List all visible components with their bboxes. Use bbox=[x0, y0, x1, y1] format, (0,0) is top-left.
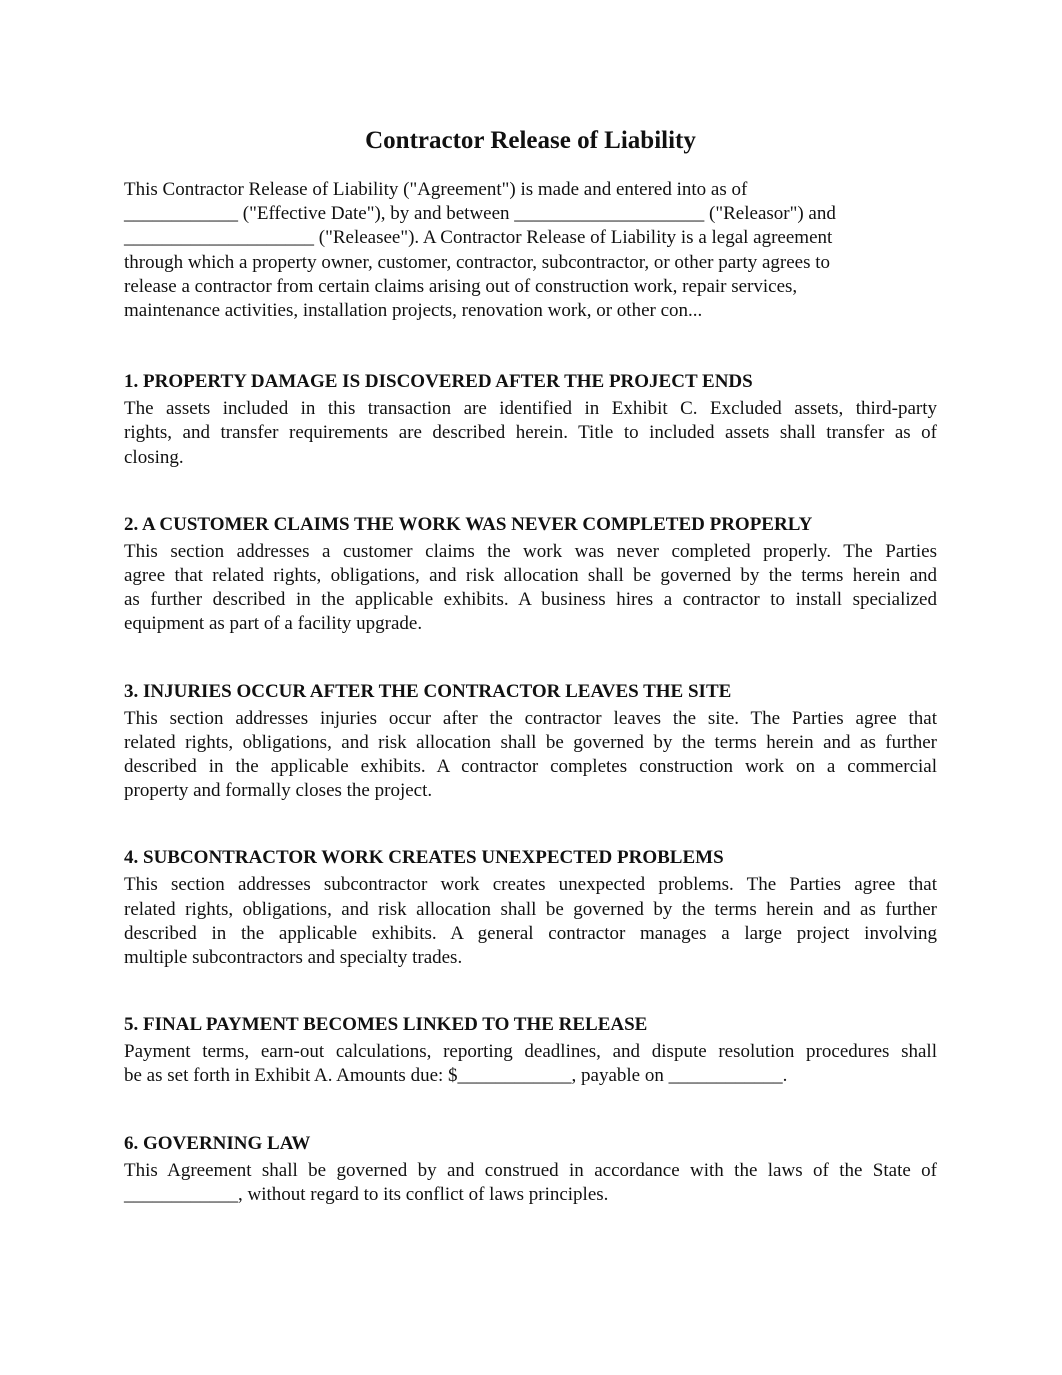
section-subcontractor-work bbox=[124, 846, 937, 970]
section-line: described in the applicable exhibits. A contractor completes construction work on a commercial bbox=[124, 756, 937, 778]
intro-paragraph bbox=[124, 178, 937, 323]
section-heading: 3. INJURIES OCCUR AFTER THE CONTRACTOR LEAVES THE SITE bbox=[124, 680, 732, 702]
intro-line: This Contractor Release of Liability ("Agreement") is made and entered into as of bbox=[124, 179, 748, 200]
section-heading: 4. SUBCONTRACTOR WORK CREATES UNEXPECTED PROBLEMS bbox=[124, 847, 724, 869]
section-customer-claims bbox=[124, 513, 937, 637]
section-line: related rights, obligations, and risk allocation shall be governed by the terms herein and as further bbox=[124, 731, 937, 753]
section-line: multiple subcontractors and specialty trades. bbox=[124, 947, 463, 969]
section-injuries bbox=[124, 680, 937, 804]
section-line: described in the applicable exhibits. A general contractor manages a large project involving bbox=[124, 922, 937, 944]
section-line: ____________, without regard to its conflict of laws principles. bbox=[124, 1183, 609, 1205]
section-heading: 2. A CUSTOMER CLAIMS THE WORK WAS NEVER COMPLETED PROPERLY bbox=[124, 513, 813, 535]
section-heading: 1. PROPERTY DAMAGE IS DISCOVERED AFTER THE PROJECT ENDS bbox=[124, 371, 753, 393]
intro-line: through which a property owner, customer, contractor, subcontractor, or other party agrees to bbox=[124, 251, 831, 273]
section-line: agree that related rights, obligations, and risk allocation shall be governed by the terms herein and bbox=[124, 565, 937, 587]
section-line: This section addresses a customer claims the work was never completed properly. The Parties bbox=[124, 540, 937, 562]
document-page bbox=[124, 124, 937, 1207]
section-body bbox=[124, 397, 937, 470]
section-body bbox=[124, 707, 937, 804]
intro-line: ____________ ("Effective Date"), by and between ____________________ ("Releasor") and bbox=[124, 203, 836, 225]
section-property-damage bbox=[124, 370, 937, 470]
section-heading: 5. FINAL PAYMENT BECOMES LINKED TO THE RELEASE bbox=[124, 1014, 648, 1036]
document-title: Contractor Release of Liability bbox=[365, 127, 696, 154]
section-line: The assets included in this transaction are identified in Exhibit C. Excluded assets, third-party bbox=[124, 398, 937, 420]
section-body bbox=[124, 1159, 937, 1207]
section-body bbox=[124, 540, 937, 637]
section-line: related rights, obligations, and risk allocation shall be governed by the terms herein and as further bbox=[124, 898, 937, 920]
section-line: This section addresses subcontractor work creates unexpected problems. The Parties agree that bbox=[124, 874, 937, 896]
section-line: equipment as part of a facility upgrade. bbox=[124, 613, 423, 635]
section-final-payment bbox=[124, 1013, 937, 1088]
intro-line: ____________________ ("Releasee"). A Contractor Release of Liability is a legal agreement bbox=[124, 227, 833, 249]
section-body bbox=[124, 1040, 937, 1088]
intro-line: maintenance activities, installation projects, renovation work, or other con... bbox=[124, 300, 703, 322]
section-line: This Agreement shall be governed by and construed in accordance with the laws of the State of bbox=[124, 1159, 937, 1181]
section-line: Payment terms, earn-out calculations, reporting deadlines, and dispute resolution procedures shall bbox=[124, 1041, 937, 1063]
section-governing-law bbox=[124, 1132, 937, 1207]
intro-line: release a contractor from certain claims arising out of construction work, repair services, bbox=[124, 275, 798, 297]
section-line: This section addresses injuries occur after the contractor leaves the site. The Parties agree that bbox=[124, 707, 937, 729]
section-heading: 6. GOVERNING LAW bbox=[124, 1132, 311, 1154]
section-line: property and formally closes the project. bbox=[124, 780, 433, 802]
section-line: closing. bbox=[124, 446, 184, 468]
section-body bbox=[124, 873, 937, 970]
section-line: as further described in the applicable exhibits. A business hires a contractor to install specialized bbox=[124, 589, 937, 611]
section-line: be as set forth in Exhibit A. Amounts due: $____________, payable on ____________. bbox=[124, 1065, 788, 1087]
section-line: rights, and transfer requirements are described herein. Title to included assets shall transfer as of bbox=[124, 422, 937, 444]
